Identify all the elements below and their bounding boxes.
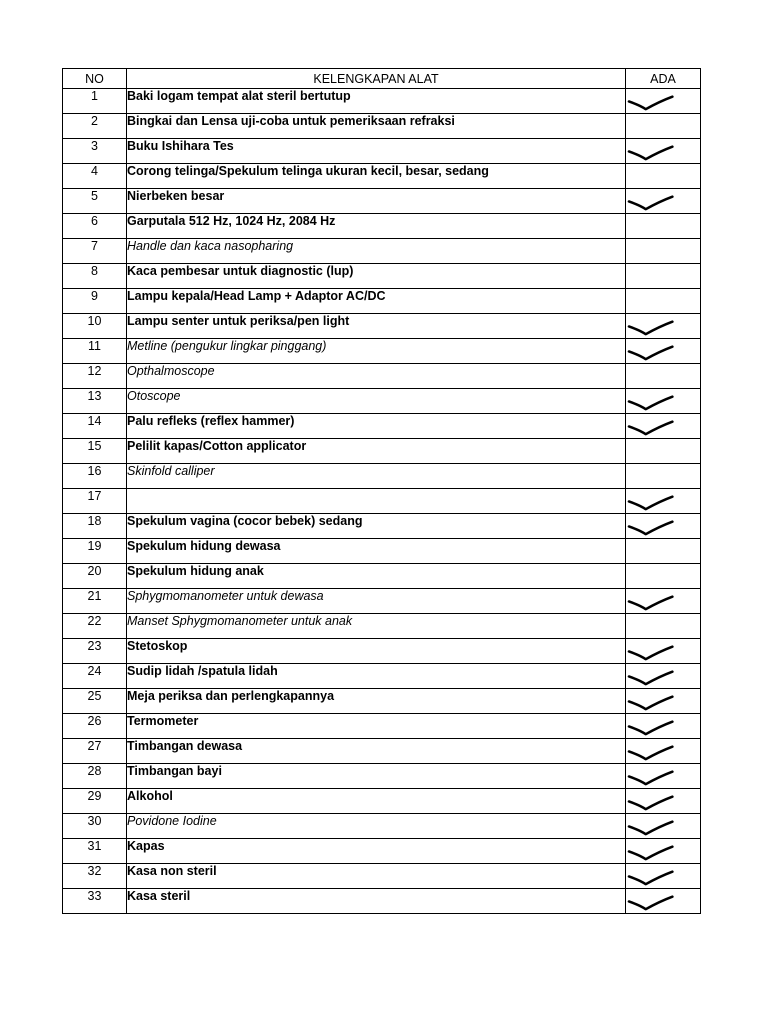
- row-number: 32: [63, 864, 127, 889]
- row-number: 17: [63, 489, 127, 514]
- availability-cell: [626, 739, 701, 764]
- check-stroke: [629, 872, 672, 884]
- equipment-name: Garputala 512 Hz, 1024 Hz, 2084 Hz: [127, 214, 626, 239]
- availability-cell: [626, 189, 701, 214]
- row-number: 12: [63, 364, 127, 389]
- table-row: [63, 189, 701, 214]
- availability-cell: [626, 814, 701, 839]
- equipment-name: Sudip lidah /spatula lidah: [127, 664, 626, 689]
- check-mark-icon: [626, 664, 700, 688]
- equipment-name: Lampu kepala/Head Lamp + Adaptor AC/DC: [127, 289, 626, 314]
- equipment-name: Timbangan bayi: [127, 764, 626, 789]
- row-number: 1: [63, 89, 127, 114]
- check-stroke: [629, 647, 672, 659]
- row-number: 31: [63, 839, 127, 864]
- availability-cell: [626, 539, 701, 564]
- row-number: 10: [63, 314, 127, 339]
- row-number: 18: [63, 514, 127, 539]
- row-number: 11: [63, 339, 127, 364]
- check-stroke: [629, 797, 672, 809]
- check-stroke: [629, 897, 672, 909]
- equipment-checklist-table: [62, 68, 701, 914]
- table-row: [63, 314, 701, 339]
- equipment-name: Bingkai dan Lensa uji-coba untuk pemeriksaan refraksi: [127, 114, 626, 139]
- header-item: KELENGKAPAN ALAT: [127, 69, 626, 89]
- equipment-name: Kasa steril: [127, 889, 626, 914]
- table-row: [63, 89, 701, 114]
- check-mark-icon: [626, 514, 700, 538]
- availability-cell: [626, 314, 701, 339]
- table-row: [63, 864, 701, 889]
- table-row: [63, 264, 701, 289]
- check-mark-icon: [626, 889, 700, 913]
- equipment-name: Povidone Iodine: [127, 814, 626, 839]
- row-number: 23: [63, 639, 127, 664]
- row-number: 5: [63, 189, 127, 214]
- row-number: 15: [63, 439, 127, 464]
- availability-cell: [626, 489, 701, 514]
- table-row: [63, 514, 701, 539]
- equipment-name: Baki logam tempat alat steril bertutup: [127, 89, 626, 114]
- table-row: [63, 414, 701, 439]
- table-row: [63, 614, 701, 639]
- availability-cell: [626, 239, 701, 264]
- equipment-name: Lampu senter untuk periksa/pen light: [127, 314, 626, 339]
- table-row: [63, 839, 701, 864]
- table-row: [63, 164, 701, 189]
- equipment-name: Palu refleks (reflex hammer): [127, 414, 626, 439]
- check-stroke: [629, 197, 672, 209]
- check-mark-icon: [626, 839, 700, 863]
- table-row: [63, 714, 701, 739]
- availability-cell: [626, 339, 701, 364]
- check-mark-icon: [626, 139, 700, 163]
- availability-cell: [626, 789, 701, 814]
- equipment-name: Otoscope: [127, 389, 626, 414]
- check-mark-icon: [626, 589, 700, 613]
- table-row: [63, 114, 701, 139]
- equipment-name: Termometer: [127, 714, 626, 739]
- availability-cell: [626, 839, 701, 864]
- row-number: 16: [63, 464, 127, 489]
- availability-cell: [626, 289, 701, 314]
- row-number: 20: [63, 564, 127, 589]
- table-row: [63, 289, 701, 314]
- row-number: 27: [63, 739, 127, 764]
- row-number: 21: [63, 589, 127, 614]
- check-stroke: [629, 322, 672, 334]
- table-row: [63, 339, 701, 364]
- availability-cell: [626, 114, 701, 139]
- equipment-name: Kaca pembesar untuk diagnostic (lup): [127, 264, 626, 289]
- equipment-name: Metline (pengukur lingkar pinggang): [127, 339, 626, 364]
- row-number: 29: [63, 789, 127, 814]
- row-number: 19: [63, 539, 127, 564]
- availability-cell: [626, 564, 701, 589]
- check-stroke: [629, 697, 672, 709]
- check-mark-icon: [626, 814, 700, 838]
- table-row: [63, 764, 701, 789]
- table-row: [63, 739, 701, 764]
- check-stroke: [629, 672, 672, 684]
- check-stroke: [629, 597, 672, 609]
- table-row: [63, 364, 701, 389]
- table-row: [63, 564, 701, 589]
- check-stroke: [629, 497, 672, 509]
- availability-cell: [626, 614, 701, 639]
- row-number: 26: [63, 714, 127, 739]
- check-stroke: [629, 347, 672, 359]
- equipment-name: Pelilit kapas/Cotton applicator: [127, 439, 626, 464]
- equipment-name: Kasa non steril: [127, 864, 626, 889]
- equipment-name: Meja periksa dan perlengkapannya: [127, 689, 626, 714]
- check-mark-icon: [626, 864, 700, 888]
- table-row: [63, 489, 701, 514]
- check-stroke: [629, 422, 672, 434]
- equipment-name: Manset Sphygmomanometer untuk anak: [127, 614, 626, 639]
- availability-cell: [626, 764, 701, 789]
- table-row: [63, 789, 701, 814]
- table-row: [63, 239, 701, 264]
- header-no: NO: [63, 69, 127, 89]
- availability-cell: [626, 589, 701, 614]
- equipment-name: Sphygmomanometer untuk dewasa: [127, 589, 626, 614]
- check-stroke: [629, 722, 672, 734]
- row-number: 33: [63, 889, 127, 914]
- availability-cell: [626, 139, 701, 164]
- row-number: 2: [63, 114, 127, 139]
- table-row: [63, 639, 701, 664]
- availability-cell: [626, 714, 701, 739]
- equipment-name: Nierbeken besar: [127, 189, 626, 214]
- table-row: [63, 539, 701, 564]
- check-mark-icon: [626, 189, 700, 213]
- check-mark-icon: [626, 764, 700, 788]
- equipment-name: Alkohol: [127, 789, 626, 814]
- check-mark-icon: [626, 714, 700, 738]
- availability-cell: [626, 389, 701, 414]
- row-number: 13: [63, 389, 127, 414]
- check-mark-icon: [626, 739, 700, 763]
- availability-cell: [626, 439, 701, 464]
- check-mark-icon: [626, 489, 700, 513]
- table-row: [63, 889, 701, 914]
- availability-cell: [626, 89, 701, 114]
- check-mark-icon: [626, 639, 700, 663]
- availability-cell: [626, 639, 701, 664]
- check-mark-icon: [626, 314, 700, 338]
- equipment-name: Opthalmoscope: [127, 364, 626, 389]
- equipment-name: Buku Ishihara Tes: [127, 139, 626, 164]
- row-number: 30: [63, 814, 127, 839]
- availability-cell: [626, 664, 701, 689]
- row-number: 22: [63, 614, 127, 639]
- availability-cell: [626, 514, 701, 539]
- check-stroke: [629, 772, 672, 784]
- table-row: [63, 139, 701, 164]
- check-stroke: [629, 847, 672, 859]
- table-row: [63, 664, 701, 689]
- equipment-name: Spekulum hidung anak: [127, 564, 626, 589]
- availability-cell: [626, 464, 701, 489]
- check-mark-icon: [626, 89, 700, 113]
- row-number: 3: [63, 139, 127, 164]
- equipment-name: Handle dan kaca nasopharing: [127, 239, 626, 264]
- availability-cell: [626, 214, 701, 239]
- row-number: 8: [63, 264, 127, 289]
- table-row: [63, 389, 701, 414]
- row-number: 24: [63, 664, 127, 689]
- check-mark-icon: [626, 339, 700, 363]
- check-stroke: [629, 822, 672, 834]
- equipment-name: [127, 489, 626, 514]
- equipment-name: Timbangan dewasa: [127, 739, 626, 764]
- check-mark-icon: [626, 414, 700, 438]
- equipment-name: Corong telinga/Spekulum telinga ukuran kecil, besar, sedang: [127, 164, 626, 189]
- availability-cell: [626, 414, 701, 439]
- equipment-name: Skinfold calliper: [127, 464, 626, 489]
- table-body: [63, 89, 701, 914]
- availability-cell: [626, 264, 701, 289]
- check-stroke: [629, 522, 672, 534]
- table-row: [63, 689, 701, 714]
- table-row: [63, 464, 701, 489]
- equipment-name: Spekulum vagina (cocor bebek) sedang: [127, 514, 626, 539]
- availability-cell: [626, 164, 701, 189]
- row-number: 7: [63, 239, 127, 264]
- check-stroke: [629, 147, 672, 159]
- row-number: 9: [63, 289, 127, 314]
- check-stroke: [629, 397, 672, 409]
- check-stroke: [629, 747, 672, 759]
- row-number: 6: [63, 214, 127, 239]
- row-number: 25: [63, 689, 127, 714]
- availability-cell: [626, 889, 701, 914]
- table-row: [63, 814, 701, 839]
- row-number: 4: [63, 164, 127, 189]
- table-row: [63, 589, 701, 614]
- equipment-name: Stetoskop: [127, 639, 626, 664]
- check-stroke: [629, 97, 672, 109]
- availability-cell: [626, 689, 701, 714]
- equipment-name: Spekulum hidung dewasa: [127, 539, 626, 564]
- check-mark-icon: [626, 389, 700, 413]
- equipment-name: Kapas: [127, 839, 626, 864]
- header-row: [63, 69, 701, 89]
- row-number: 14: [63, 414, 127, 439]
- check-mark-icon: [626, 689, 700, 713]
- table-row: [63, 439, 701, 464]
- header-ada: ADA: [626, 69, 701, 89]
- availability-cell: [626, 864, 701, 889]
- table-row: [63, 214, 701, 239]
- check-mark-icon: [626, 789, 700, 813]
- availability-cell: [626, 364, 701, 389]
- row-number: 28: [63, 764, 127, 789]
